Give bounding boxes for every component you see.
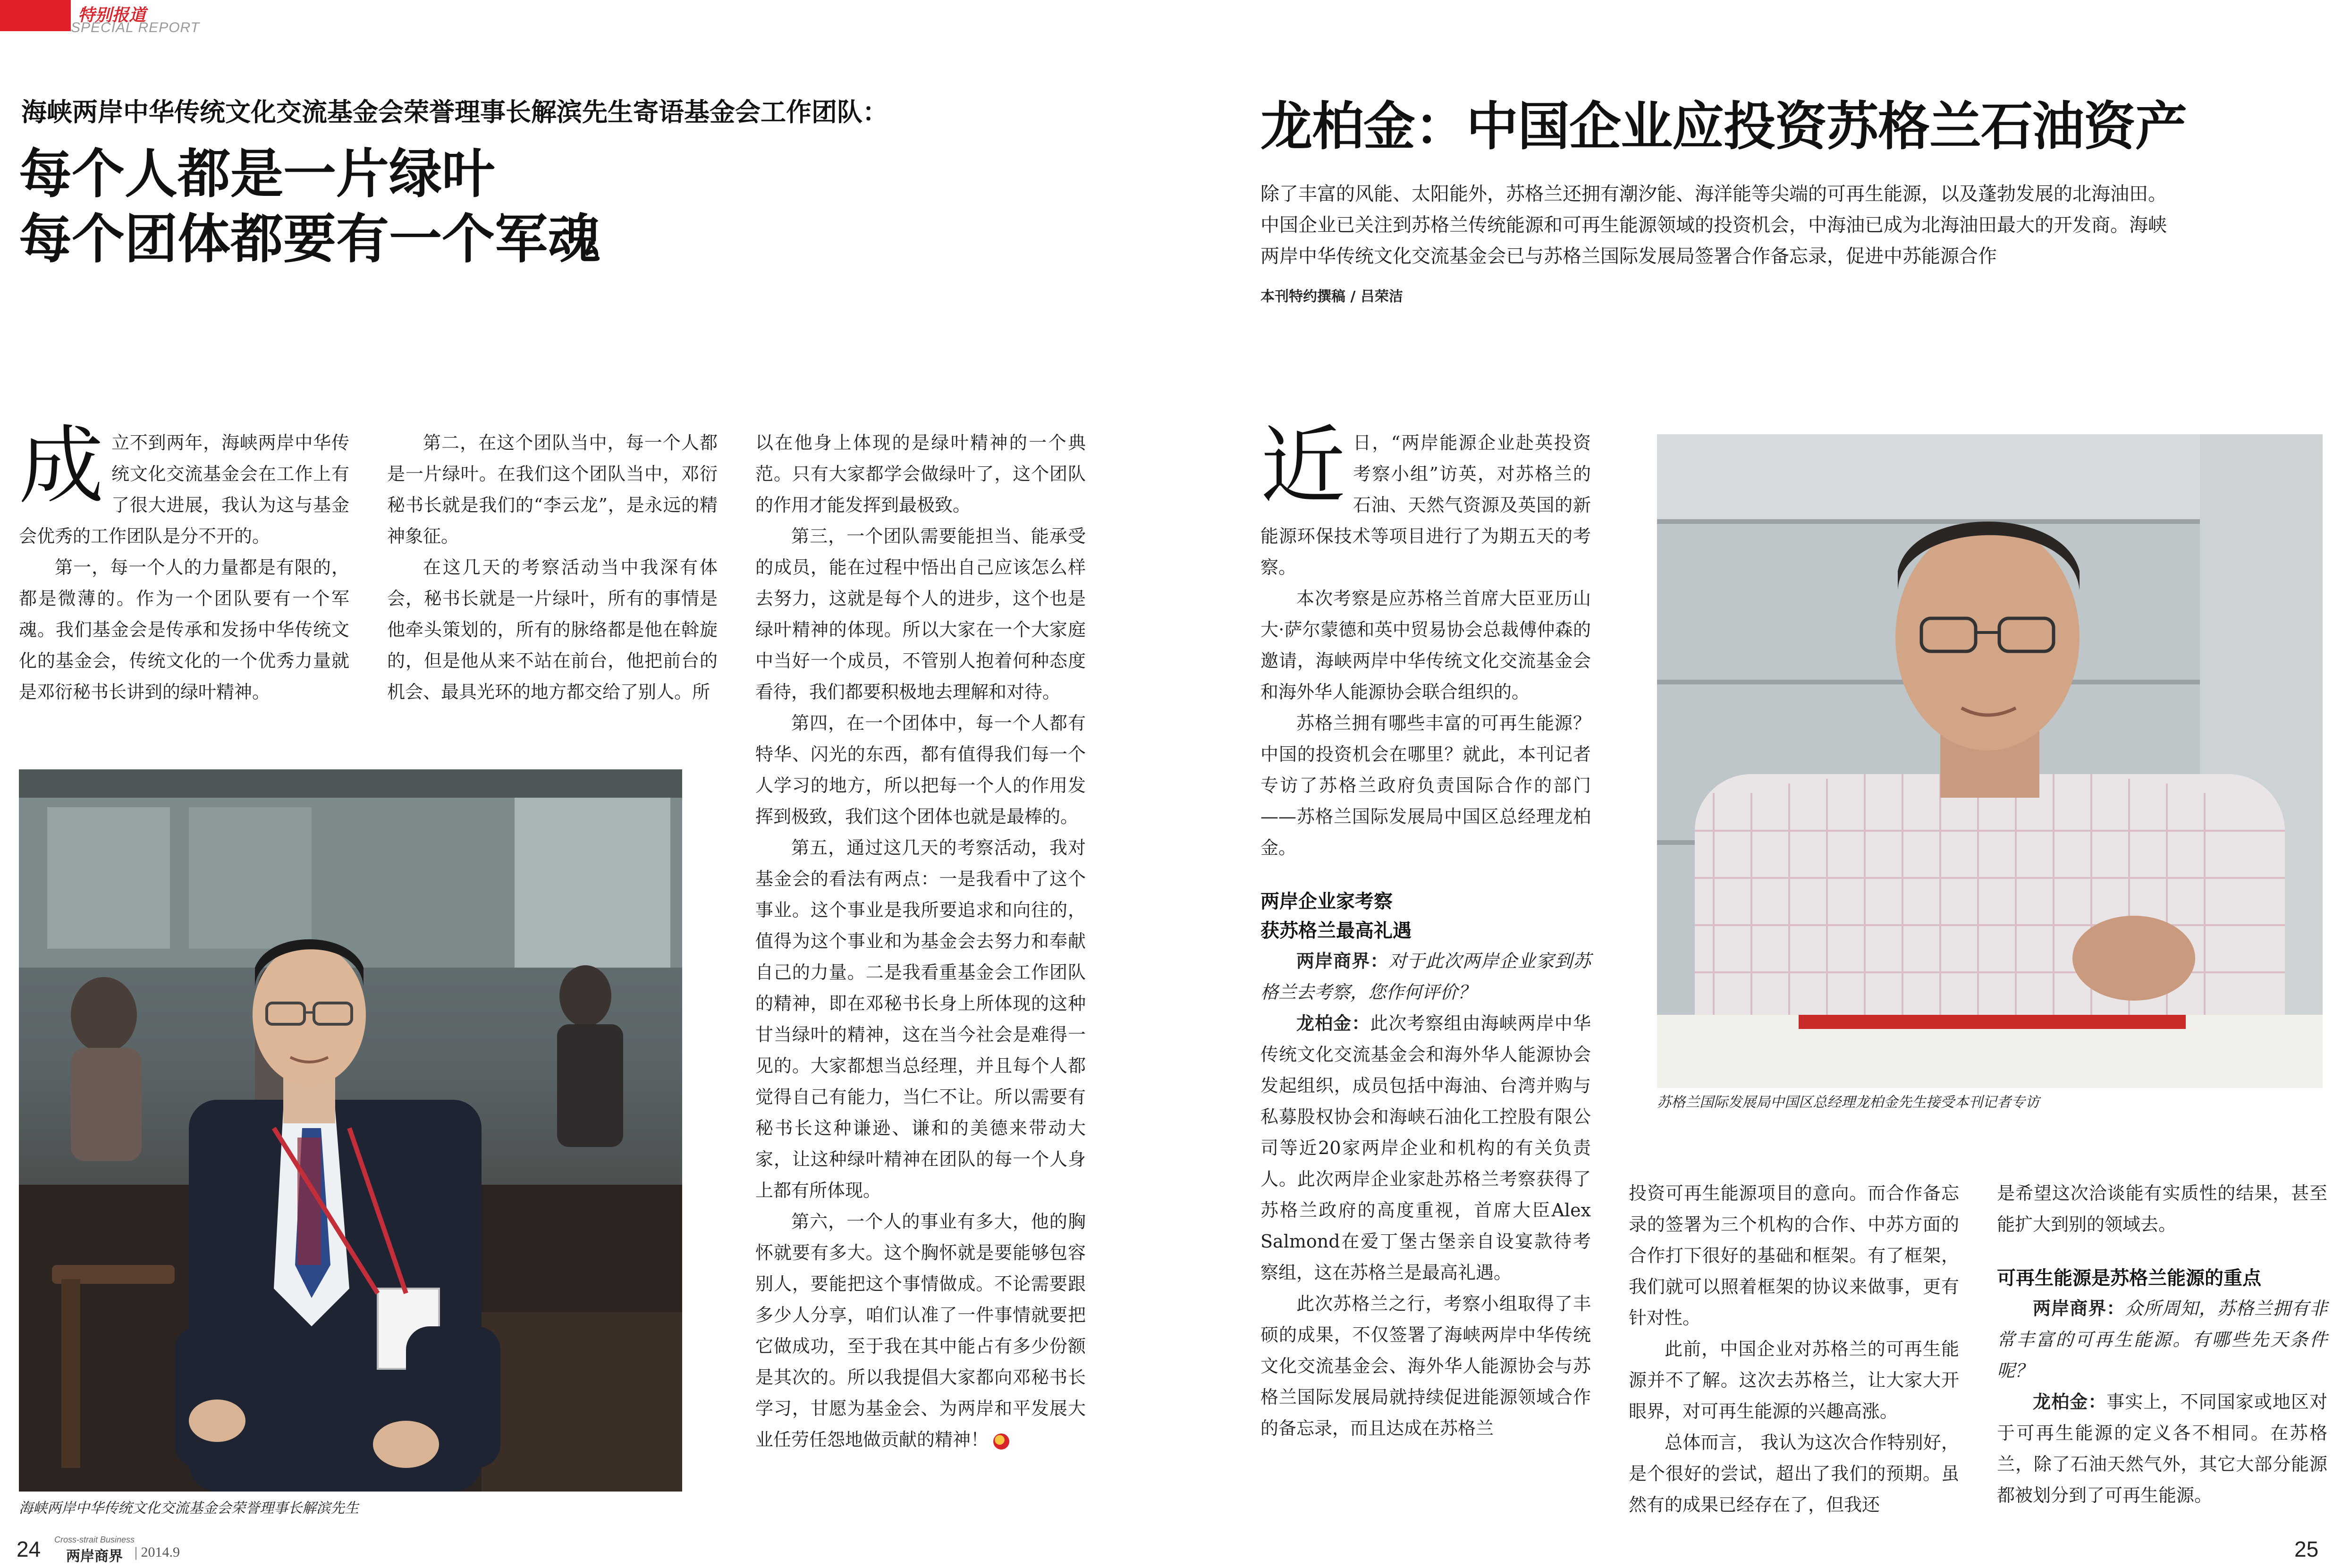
magazine-name-en: Cross-strait Business xyxy=(54,1535,135,1544)
subhead-1-line1: 两岸企业家考察 xyxy=(1260,891,1393,912)
right-headline: 龙柏金：中国企业应投资苏格兰石油资产 xyxy=(1260,96,2187,157)
right-col5-p1: 投资可再生能源项目的意向。而合作备忘录的签署为三个机构的合作、中苏方面的合作打下很好的基础和框架。有了框架，我们就可以照着框架的协议来做事，更有针对性。 xyxy=(1629,1183,1959,1328)
left-column-1 xyxy=(19,417,349,708)
a2-text: 事实上，不同国家或地区对于可再生能源的定义各不相同。在苏格兰，除了石油天然气外，其它大部分能源都被划分到了可再生能源。 xyxy=(1997,1391,2327,1506)
right-lead-line1: 除了丰富的风能、太阳能外，苏格兰还拥有潮汐能、海洋能等尖端的可再生能源，以及蓬勃发展的北海油田。 xyxy=(1260,183,2167,205)
right-intro-p3: 苏格兰拥有哪些丰富的可再生能源？中国的投资机会在哪里？就此，本刊记者专访了苏格兰政府负责国际合作的部门——苏格兰国际发展局中国区总经理龙柏金。 xyxy=(1260,713,1591,858)
left-column-2 xyxy=(387,427,718,708)
question-1 xyxy=(1260,945,1591,1008)
question-2 xyxy=(1997,1293,2327,1386)
right-column-2 xyxy=(1629,1178,1959,1520)
magazine-name: 两岸商界 xyxy=(66,1548,123,1565)
section-tag-bar xyxy=(0,0,71,31)
page-number-left: 24 xyxy=(17,1537,41,1561)
q1-speaker: 两岸商界： xyxy=(1296,951,1389,971)
issue-date: | 2014.9 xyxy=(135,1544,180,1560)
a1-speaker: 龙柏金： xyxy=(1296,1013,1370,1034)
right-photo xyxy=(1657,434,2323,1088)
right-col5-p3: 总体而言， 我认为这次合作特别好，是个很好的尝试，超出了我们的预期。虽然有的成果已经存在了，但我还 xyxy=(1629,1432,1959,1515)
left-col3-p1: 以在他身上体现的是绿叶精神的一个典范。只有大家都学会做绿叶了，这个团队的作用才能发挥到最极致。 xyxy=(755,432,1086,515)
byline: 本刊特约撰稿 / 吕荣洁 xyxy=(1260,288,1403,305)
left-col3-p3: 第四，在一个团体中，每一个人都有特华、闪光的东西，都有值得我们每一个人学习的地方，所以把每一个人的作用发挥到极致，我们这个团体也就是最棒的。 xyxy=(755,713,1086,827)
left-photo xyxy=(19,769,682,1492)
left-headline-line2: 每个团体都要有一个军魂 xyxy=(19,209,600,270)
subhead-2: 可再生能源是苏格兰能源的重点 xyxy=(1997,1267,2261,1289)
a2-speaker: 龙柏金： xyxy=(2033,1391,2107,1412)
q2-speaker: 两岸商界： xyxy=(2033,1298,2125,1319)
right-intro-p2: 本次考察是应苏格兰首席大臣亚历山大·萨尔蒙德和英中贸易协会总裁傅仲森的邀请，海峡两岸中华传统文化交流基金会和海外华人能源协会联合组织的。 xyxy=(1260,588,1591,702)
left-dropcap: 成 xyxy=(19,417,104,515)
left-col3-p5-text: 第六，一个人的事业有多大，他的胸怀就要有多大。这个胸怀就是要能够包容别人，要能把这个事情做成。不论需要跟多少人分享，咱们认准了一件事情就要把它做成功，至于我在其中能占有多少份额是其次的。所以我提倡大家都向邓秘书长学习，甘愿为基金会、为两岸和平发展大业任劳任怨地做贡献的精神！ xyxy=(755,1211,1086,1450)
right-column-3 xyxy=(1997,1178,2327,1511)
page-number-right: 25 xyxy=(2294,1537,2319,1561)
left-photo-caption: 海峡两岸中华传统文化交流基金会荣誉理事长解滨先生 xyxy=(19,1500,359,1517)
right-lead-line2: 中国企业已关注到苏格兰传统能源和可再生能源领域的投资机会，中海油已成为北海油田最大的开发商。海峡 xyxy=(1260,214,2167,236)
right-photo-caption: 苏格兰国际发展局中国区总经理龙柏金先生接受本刊记者专访 xyxy=(1657,1094,2039,1111)
right-lead-line3: 两岸中华传统文化交流基金会已与苏格兰国际发展局签署合作备忘录，促进中苏能源合作 xyxy=(1260,245,1997,267)
left-col1-p1: 立不到两年，海峡两岸中华传统文化交流基金会在工作上有了很大进展，我认为这与基金会优秀的工作团队是分不开的。 xyxy=(19,432,349,547)
q1-text: 对于此次两岸企业家到苏格兰去考察，您作何评价？ xyxy=(1260,951,1591,1003)
left-column-3 xyxy=(755,427,1086,1455)
right-dropcap: 近 xyxy=(1260,417,1346,515)
left-kicker: 海峡两岸中华传统文化交流基金会荣誉理事长解滨先生寄语基金会工作团队： xyxy=(21,97,888,127)
section-tag-cn: 特别报道 xyxy=(78,6,146,25)
section-tag-en: SPECIAL REPORT xyxy=(71,20,200,35)
right-intro-p1: 日，“两岸能源企业赴英投资考察小组”访英，对苏格兰的石油、天然气资源及英国的新能源环保技术等项目进行了为期五天的考察。 xyxy=(1260,432,1591,578)
left-col3-p4: 第五，通过这几天的考察活动，我对基金会的看法有两点：一是我看中了这个事业。这个事业是我所要追求和向往的，值得为这个事业和为基金会去努力和奉献自己的力量。二是我看重基金会工作团队的精神，即在邓秘书长身上所体现的这种甘当绿叶的精神，这在当今社会是难得一见的。大家都想当总经理，并且每个人都觉得自己有能力，当仁不让。所以需要有秘书长这种谦逊、谦和的美德来带动大家，让这种绿叶精神在团队的每一个人身上都有所体现。 xyxy=(755,837,1086,1201)
answer-2 xyxy=(1997,1386,2327,1511)
right-col6-p1: 是希望这次洽谈能有实质性的结果，甚至能扩大到别的领域去。 xyxy=(1997,1183,2327,1235)
left-col3-p2: 第三，一个团队需要能担当、能承受的成员，能在过程中悟出自己应该怎么样去努力，这就是每个人的进步，这个也是绿叶精神的体现。所以大家在一个大家庭中当好一个成员，不管别人抱着何种态度看待，我们都要积极地去理解和对待。 xyxy=(755,526,1086,702)
left-col3-p5 xyxy=(755,1206,1086,1455)
left-headline-line1: 每个人都是一片绿叶 xyxy=(19,143,495,205)
left-col2-p2: 在这几天的考察活动当中我深有体会，秘书长就是一片绿叶，所有的事情是他牵头策划的，所有的脉络都是他在斡旋的，但是他从来不站在前台，他把前台的机会、最具光环的地方都交给了别人。所 xyxy=(387,557,718,702)
right-col5-p2: 此前，中国企业对苏格兰的可再生能源并不了解。这次去苏格兰，让大家大开眼界，对可再生能源的兴趣高涨。 xyxy=(1629,1339,1959,1422)
right-photo-illustration xyxy=(1657,434,2323,1088)
answer-1 xyxy=(1260,1008,1591,1288)
right-lead xyxy=(1260,178,2323,272)
right-column-1 xyxy=(1260,417,1591,1444)
left-col1-p2: 第一，每一个人的力量都是有限的，都是微薄的。作为一个团队要有一个军魂。我们基金会是传承和发扬中华传统文化的基金会，传统文化的一个优秀力量就是邓衍秘书长讲到的绿叶精神。 xyxy=(19,557,349,702)
subhead-1-line2: 获苏格兰最高礼遇 xyxy=(1260,920,1412,942)
left-photo-illustration xyxy=(19,769,682,1492)
left-headline xyxy=(19,142,1105,272)
a1-text: 此次考察组由海峡两岸中华传统文化交流基金会和海外华人能源协会发起组织，成员包括中海油、台湾并购与私募股权协会和海峡石油化工控股有限公司等近20家两岸企业和机构的有关负责人。此次两岸企业家赴苏格兰考察获得了苏格兰政府的高度重视，首席大臣Alex Salmond在爱丁堡古堡亲自设宴款待考察组，这在苏格兰是最高礼遇。 xyxy=(1260,1013,1591,1283)
left-col2-p1: 第二，在这个团队当中，每一个人都是一片绿叶。在我们这个团队当中，邓衍秘书长就是我们的“李云龙”，是永远的精神象征。 xyxy=(387,432,718,547)
end-mark-icon xyxy=(993,1433,1009,1450)
q2-text: 众所周知，苏格兰拥有非常丰富的可再生能源。有哪些先天条件呢？ xyxy=(1997,1298,2327,1381)
answer-1-p2: 此次苏格兰之行，考察小组取得了丰硕的成果，不仅签署了海峡两岸中华传统文化交流基金会、海外华人能源协会与苏格兰国际发展局就持续促进能源领域合作的备忘录，而且达成在苏格兰 xyxy=(1260,1293,1591,1439)
